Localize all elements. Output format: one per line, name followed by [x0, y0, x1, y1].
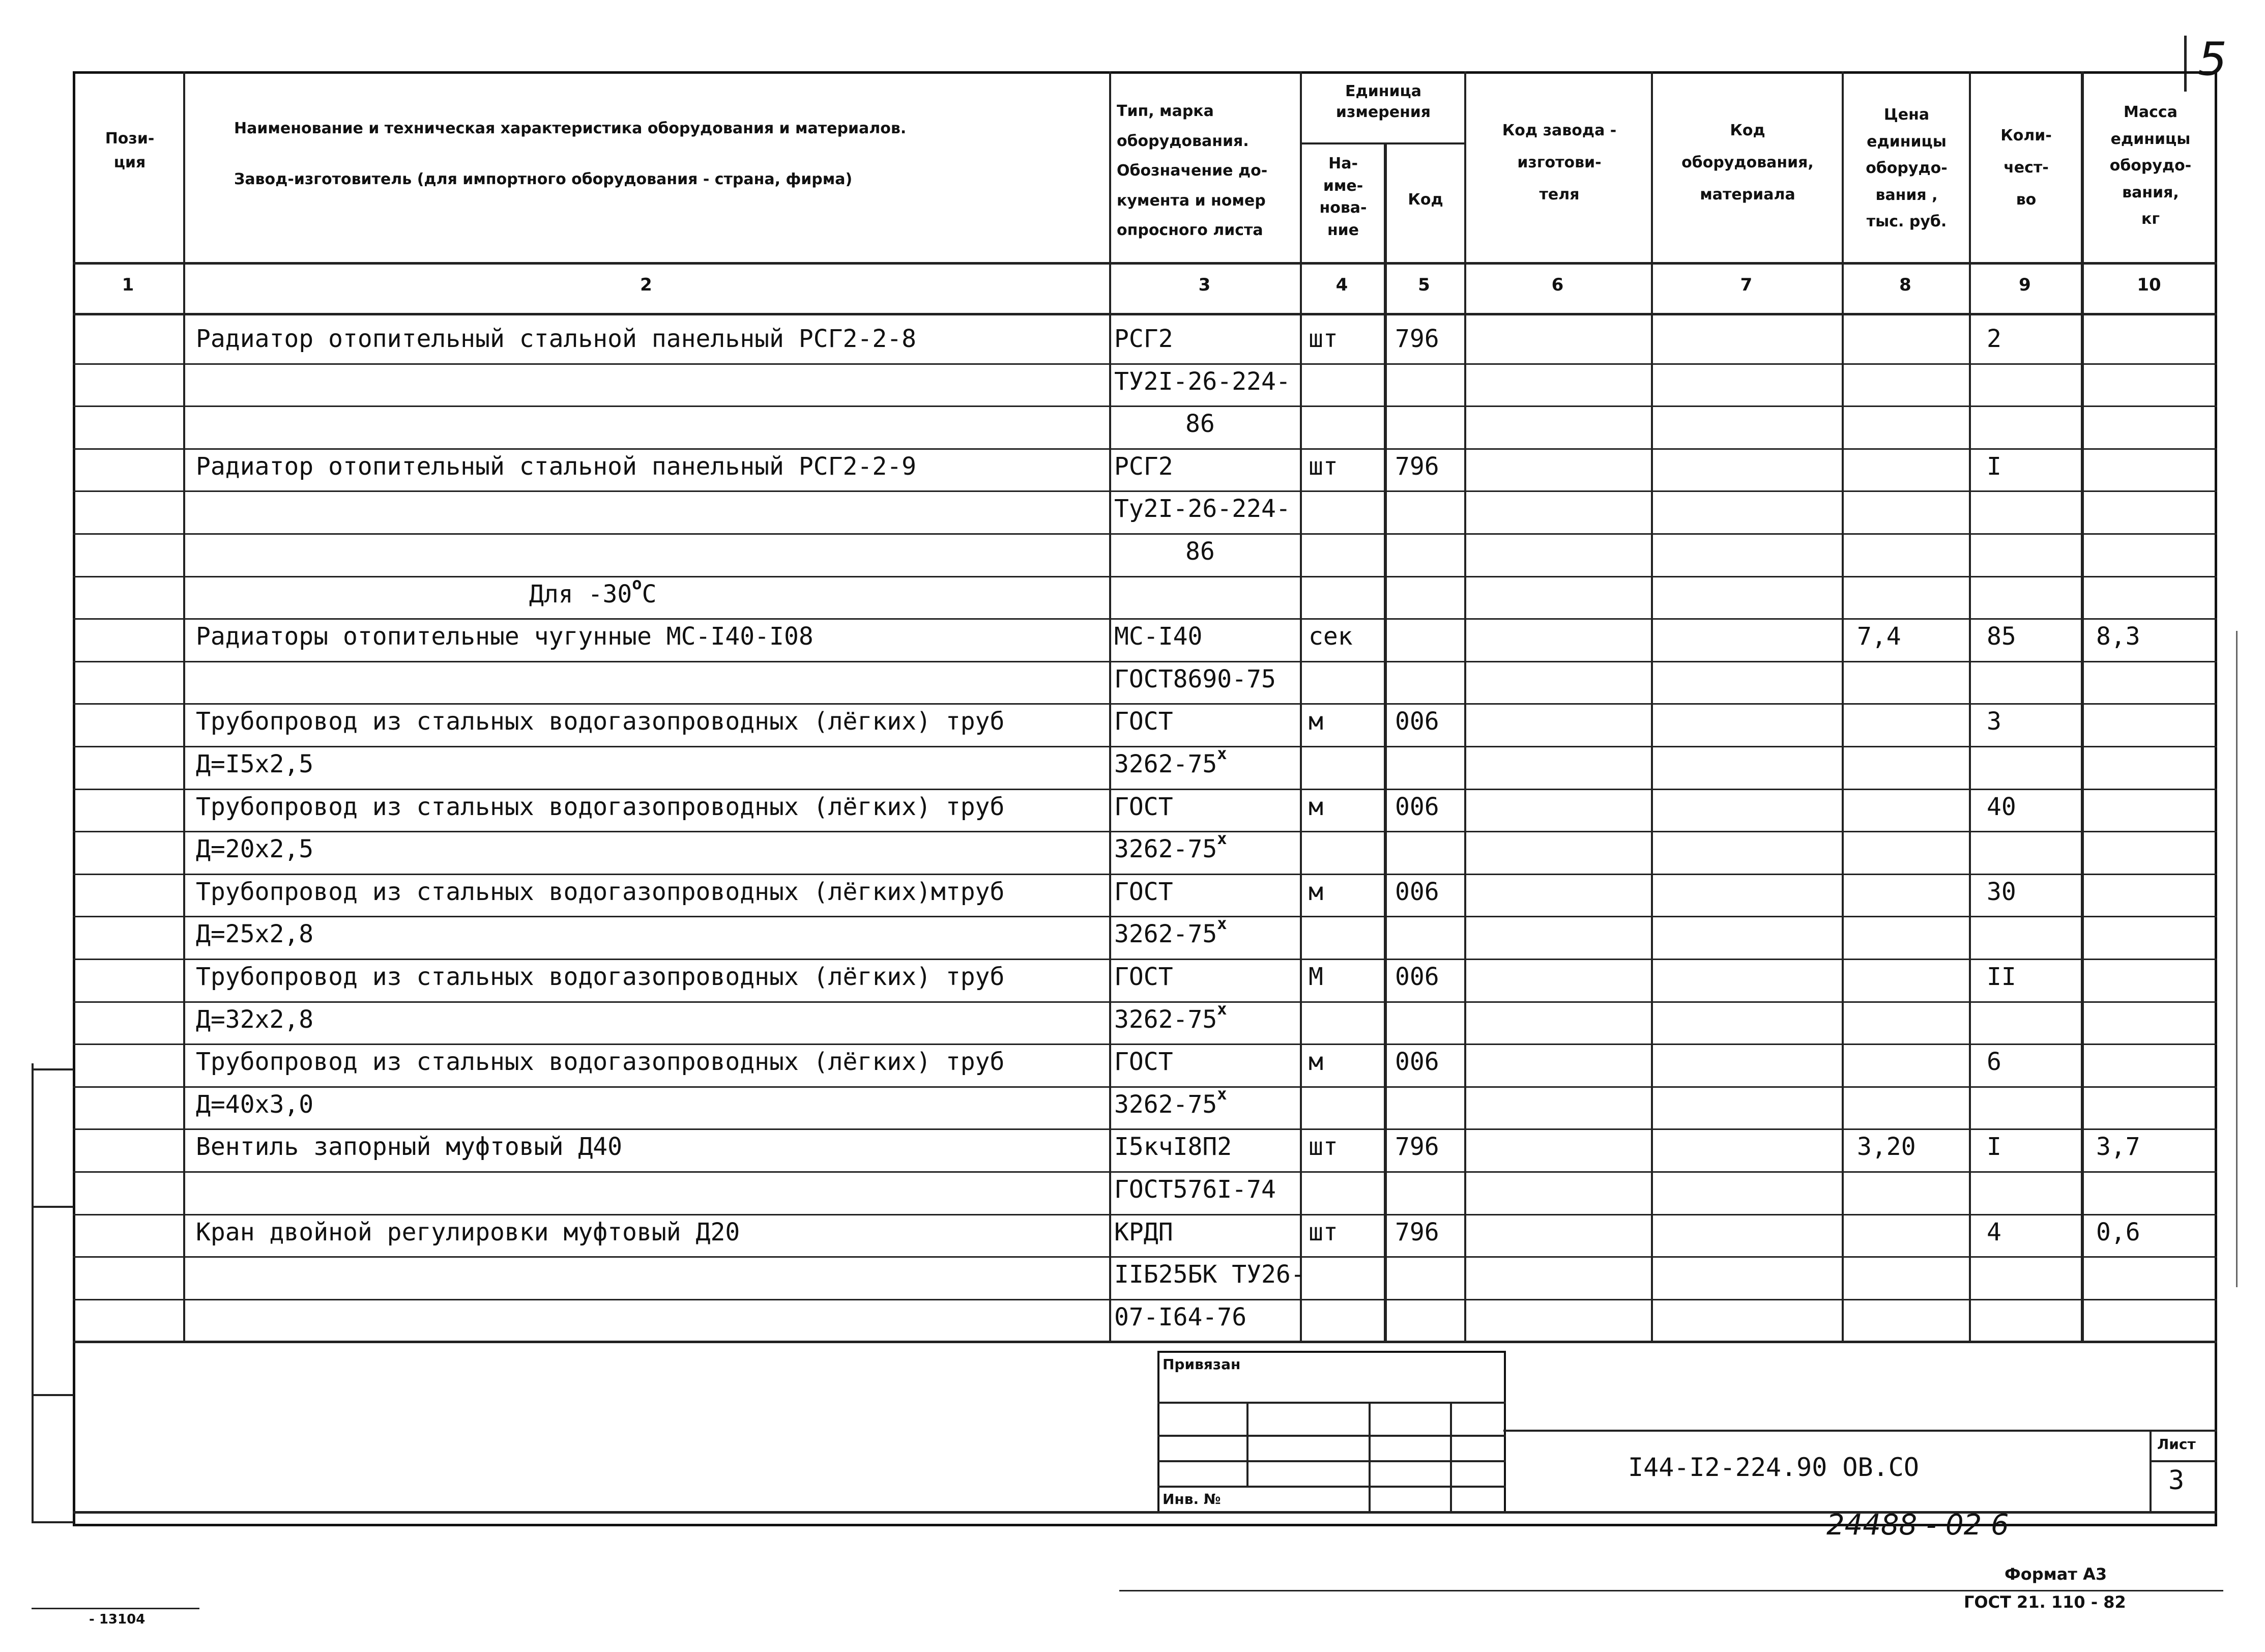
hdr-name-1: Наименование и техническая характеристика оборудования и материалов.	[234, 120, 907, 137]
item-type	[1114, 497, 1291, 521]
item-unit	[1309, 1218, 1338, 1247]
item-type-text: ГОСТ	[1114, 707, 1173, 736]
item-code-text: 006	[1395, 707, 1439, 736]
item-type	[1114, 667, 1276, 691]
item-name-text: Д=I5х2,5	[196, 750, 314, 778]
item-price	[1857, 1135, 1916, 1159]
item-qty	[1987, 327, 2001, 351]
item-name-text: Для -30	[529, 580, 632, 608]
item-type-text: 86	[1185, 410, 1215, 438]
item-type	[1114, 1305, 1246, 1329]
item-type	[1114, 454, 1173, 479]
colnum-8: 8	[1899, 275, 1911, 295]
row-divider	[73, 661, 2217, 662]
item-code-text: 796	[1395, 452, 1439, 481]
item-code	[1395, 965, 1439, 989]
item-type	[1114, 1262, 1305, 1287]
item-unit	[1309, 880, 1323, 904]
item-type	[1114, 965, 1173, 989]
hdr-type: Тип, марка оборудования. Обозначение до- кумента и номер опросного листа	[1117, 102, 1268, 239]
stamp-line	[1157, 1402, 1506, 1404]
item-code-text: 006	[1395, 963, 1439, 991]
binding-tick	[32, 1521, 73, 1523]
colnum-7: 7	[1740, 275, 1753, 295]
item-unit-text: шт	[1309, 325, 1338, 353]
item-name	[196, 1050, 1004, 1074]
row-divider	[73, 1299, 2217, 1300]
item-type-text: ТУ2I-26-224-	[1114, 367, 1291, 396]
row-divider	[73, 1044, 2217, 1045]
item-qty	[1987, 1135, 2001, 1159]
handwritten-number: 24488 - 02 6	[1826, 1509, 2009, 1542]
item-name-text: Кран двойной регулировки муфтовый Д20	[196, 1218, 740, 1247]
item-type-sup: х	[1217, 829, 1227, 848]
row-divider	[73, 959, 2217, 960]
item-name-text: Трубопровод из стальных водогазопроводных (лёгких) труб	[196, 707, 1005, 736]
item-type-text: 3262-75	[1114, 835, 1217, 863]
hdr-equip-code: Код оборудования, материала	[1681, 122, 1814, 204]
item-qty	[1987, 1050, 2001, 1074]
stamp-inv: Инв. №	[1163, 1491, 1221, 1508]
table-bottom	[73, 1341, 2217, 1343]
sheet-mark: 5	[2198, 33, 2227, 86]
row-divider	[73, 363, 2217, 365]
item-type-text: ГОСТ	[1114, 963, 1173, 991]
item-type	[1185, 412, 1215, 436]
binding-tick	[32, 1068, 73, 1070]
hdr-name-2: Завод-изготовитель (для импортного оборудования - страна, фирма)	[234, 170, 853, 188]
item-type-text: 3262-75	[1114, 920, 1217, 948]
colnum-1: 1	[122, 275, 134, 295]
item-type	[1114, 744, 1227, 778]
item-qty-text: 85	[1987, 622, 2016, 651]
item-type-text: 86	[1185, 537, 1215, 566]
item-name	[196, 1092, 313, 1117]
item-type-sup: х	[1217, 999, 1227, 1019]
item-name-sup: o	[632, 574, 642, 593]
stamp-small	[1157, 1351, 1506, 1514]
item-code-text: 796	[1395, 325, 1439, 353]
item-type-text: IIБ25БК ТУ26-	[1114, 1260, 1305, 1289]
item-unit-text: шт	[1309, 1218, 1338, 1247]
item-code-text: 796	[1395, 1133, 1439, 1161]
row-divider	[73, 1214, 2217, 1215]
colnum-3: 3	[1198, 275, 1211, 295]
item-type-text: КРДП	[1114, 1218, 1173, 1247]
footer-rule	[1119, 1590, 2223, 1591]
hdr-position: Пози- ция	[105, 130, 155, 171]
item-type-sup: х	[1217, 744, 1227, 763]
item-type	[1114, 709, 1173, 734]
item-name	[196, 795, 1004, 819]
item-type	[1114, 1135, 1232, 1159]
item-name-text: Радиатор отопительный стальной панельный РСГ2-2-8	[196, 325, 917, 353]
hdr-unit-group: Единица измерения	[1335, 82, 1431, 121]
item-type	[1114, 624, 1202, 649]
item-name-text: Д=20х2,5	[196, 835, 314, 863]
doc-code: I44-I2-224.90 ОВ.СО	[1628, 1453, 1919, 1482]
row-divider	[73, 1128, 2217, 1130]
item-name	[196, 922, 313, 946]
item-type-text: ГОСТ576I-74	[1114, 1175, 1276, 1204]
colnum-10: 10	[2137, 275, 2161, 295]
item-qty	[1987, 454, 2001, 479]
item-price-text: 7,4	[1857, 622, 1901, 651]
item-type	[1114, 1218, 1173, 1247]
item-code-text: 796	[1395, 1218, 1439, 1247]
item-type	[1114, 1050, 1173, 1074]
colnum-5: 5	[1418, 275, 1430, 295]
item-unit-text: м	[1309, 1048, 1323, 1076]
item-name-text: Трубопровод из стальных водогазопроводных (лёгких) труб	[196, 1048, 1005, 1076]
item-mass	[2096, 624, 2140, 649]
item-type-text: I5кчI8П2	[1114, 1133, 1232, 1161]
item-name-text: Трубопровод из стальных водогазопроводных (лёгких) труб	[196, 963, 1005, 991]
stamp-line	[1157, 1486, 1506, 1488]
row-divider	[73, 746, 2217, 747]
item-mass-text: 3,7	[2096, 1133, 2140, 1161]
stamp-col	[1369, 1402, 1371, 1514]
colnum-9: 9	[2019, 275, 2031, 295]
row-divider	[73, 789, 2217, 790]
stamp-privyazan: Привязан	[1163, 1356, 1241, 1373]
hdr-unit-name: На- име- нова- ние	[1319, 155, 1367, 239]
item-name-text: Трубопровод из стальных водогазопроводных (лёгких)мтруб	[196, 878, 1005, 906]
item-qty-text: II	[1987, 963, 2016, 991]
item-unit-text: шт	[1309, 452, 1338, 481]
item-qty	[1987, 624, 2016, 649]
item-unit	[1309, 327, 1338, 351]
item-price-text: 3,20	[1857, 1133, 1916, 1161]
item-name	[196, 454, 916, 479]
binding-line	[32, 1063, 34, 1521]
item-unit-text: м	[1309, 707, 1323, 736]
item-price	[1857, 624, 1901, 649]
item-qty-text: I	[1987, 452, 2001, 481]
item-name-text: Вентиль запорный муфтовый Д40	[196, 1133, 623, 1161]
row-divider	[73, 576, 2217, 577]
item-name	[196, 880, 1004, 904]
footer-rule-left	[32, 1608, 199, 1609]
item-type	[1114, 795, 1173, 819]
item-qty	[1987, 880, 2016, 904]
hdr-unit-code: Код	[1408, 191, 1443, 209]
item-code	[1395, 1218, 1439, 1247]
item-type	[1114, 880, 1173, 904]
item-code	[1395, 709, 1439, 734]
item-code	[1395, 327, 1439, 351]
item-qty-text: I	[1987, 1133, 2001, 1161]
item-name-tail: С	[642, 580, 657, 608]
hdr-qty: Коли- чест- во	[2000, 127, 2052, 209]
header-bottom	[73, 262, 2217, 265]
item-code-text: 006	[1395, 878, 1439, 906]
item-type-text: 3262-75	[1114, 1090, 1217, 1119]
item-qty	[1987, 795, 2016, 819]
row-divider	[73, 533, 2217, 535]
binding-tick	[32, 1206, 73, 1208]
item-qty	[1987, 709, 2001, 734]
item-type	[1114, 829, 1227, 863]
item-name	[196, 1135, 622, 1159]
item-name-text: Д=32х2,8	[196, 1005, 314, 1034]
item-code	[1395, 1050, 1439, 1074]
stamp-col	[1246, 1402, 1248, 1486]
item-qty-text: 2	[1987, 325, 2001, 353]
hdr-price: Цена единицы оборудо- вания , тыс. руб.	[1866, 106, 1948, 230]
item-type	[1185, 539, 1215, 564]
colnum-4: 4	[1335, 275, 1348, 295]
item-type	[1114, 914, 1227, 948]
row-divider	[73, 1001, 2217, 1003]
item-type	[1114, 369, 1291, 394]
item-code	[1395, 880, 1439, 904]
unit-split	[1300, 142, 1464, 144]
item-unit	[1309, 1050, 1323, 1074]
item-unit	[1309, 965, 1323, 989]
list-box-sep	[2150, 1430, 2152, 1514]
row-divider	[73, 1086, 2217, 1088]
row-divider	[73, 448, 2217, 450]
item-type-text: 3262-75	[1114, 1005, 1217, 1034]
colnum-6: 6	[1551, 275, 1564, 295]
col-sep	[1384, 142, 1387, 1341]
item-name-text: Трубопровод из стальных водогазопроводных (лёгких) труб	[196, 793, 1005, 821]
item-code	[1395, 454, 1439, 479]
item-unit-text: м	[1309, 878, 1323, 906]
gost-label: ГОСТ 21. 110 - 82	[1964, 1592, 2126, 1612]
item-mass-text: 8,3	[2096, 622, 2140, 651]
item-type-text: ГОСТ	[1114, 1048, 1173, 1076]
item-type	[1114, 1084, 1227, 1119]
item-name-text: Д=25х2,8	[196, 920, 314, 948]
item-type-text: Ту2I-26-224-	[1114, 495, 1291, 523]
item-unit	[1309, 1135, 1338, 1159]
item-name-text: Радиаторы отопительные чугунные МС-I40-I08	[196, 622, 814, 651]
row-divider	[73, 831, 2217, 832]
item-name	[196, 837, 313, 861]
item-qty	[1987, 1218, 2001, 1247]
item-name	[196, 1007, 313, 1032]
item-name	[196, 752, 313, 776]
item-name	[196, 624, 814, 649]
item-type-text: ГОСТ	[1114, 793, 1173, 821]
item-name	[529, 574, 657, 608]
item-type-text: РСГ2	[1114, 325, 1173, 353]
item-type-text: ГОСТ8690-75	[1114, 665, 1276, 693]
item-type	[1114, 327, 1173, 351]
item-code-text: 006	[1395, 793, 1439, 821]
right-margin-line	[2236, 631, 2238, 1287]
item-name	[196, 709, 1004, 734]
row-divider	[73, 1256, 2217, 1258]
item-qty-text: 3	[1987, 707, 2001, 736]
item-type-text: РСГ2	[1114, 452, 1173, 481]
item-type-text: 07-I64-76	[1114, 1303, 1247, 1331]
list-number: 3	[2168, 1465, 2185, 1496]
stamp-line	[1157, 1460, 1506, 1462]
numbers-bottom	[73, 313, 2217, 315]
row-divider	[73, 405, 2217, 407]
item-type-text: МС-I40	[1114, 622, 1203, 651]
item-code	[1395, 795, 1439, 819]
row-divider	[73, 1171, 2217, 1173]
item-unit	[1309, 454, 1338, 479]
item-type	[1114, 999, 1227, 1034]
list-box-line	[2150, 1460, 2217, 1462]
item-type	[1114, 1177, 1276, 1202]
row-divider	[73, 874, 2217, 875]
item-qty	[1987, 965, 2016, 989]
item-mass	[2096, 1135, 2140, 1159]
item-unit	[1309, 624, 1353, 649]
item-name	[196, 965, 1004, 989]
item-mass-text: 0,6	[2096, 1218, 2140, 1247]
item-qty-text: 30	[1987, 878, 2016, 906]
item-type-sup: х	[1217, 914, 1227, 933]
row-divider	[73, 916, 2217, 917]
item-type-text: ГОСТ	[1114, 878, 1173, 906]
item-type-sup: х	[1217, 1084, 1227, 1104]
item-name	[196, 327, 916, 351]
item-name	[196, 1218, 740, 1247]
item-unit-text: сек	[1309, 622, 1353, 651]
stamp-col	[1450, 1402, 1452, 1514]
colnum-2: 2	[640, 275, 652, 295]
row-divider	[73, 490, 2217, 492]
item-qty-text: 4	[1987, 1218, 2001, 1247]
item-qty-text: 6	[1987, 1048, 2001, 1076]
item-code	[1395, 1135, 1439, 1159]
row-divider	[73, 618, 2217, 620]
item-name-text: Д=40х3,0	[196, 1090, 314, 1119]
item-unit-text: м	[1309, 793, 1323, 821]
list-label: Лист	[2157, 1436, 2196, 1453]
stamp-line	[1157, 1435, 1506, 1437]
item-unit	[1309, 709, 1323, 734]
item-code-text: 006	[1395, 1048, 1439, 1076]
item-name-text: Радиатор отопительный стальной панельный РСГ2-2-9	[196, 452, 917, 481]
item-unit-text: шт	[1309, 1133, 1338, 1161]
item-qty-text: 40	[1987, 793, 2016, 821]
hdr-mass: Масса единицы оборудо- вания, кг	[2109, 103, 2192, 228]
row-divider	[73, 703, 2217, 705]
item-mass	[2096, 1218, 2140, 1247]
stamp-top	[1503, 1430, 2217, 1432]
item-unit-text: М	[1309, 963, 1323, 991]
item-type-text: 3262-75	[1114, 750, 1217, 778]
edge-text: - 13104	[89, 1612, 146, 1627]
format-label: Формат А3	[2005, 1564, 2107, 1584]
hdr-maker-code: Код завода - изготови- теля	[1502, 122, 1617, 204]
item-unit	[1309, 795, 1323, 819]
binding-tick	[32, 1394, 73, 1396]
